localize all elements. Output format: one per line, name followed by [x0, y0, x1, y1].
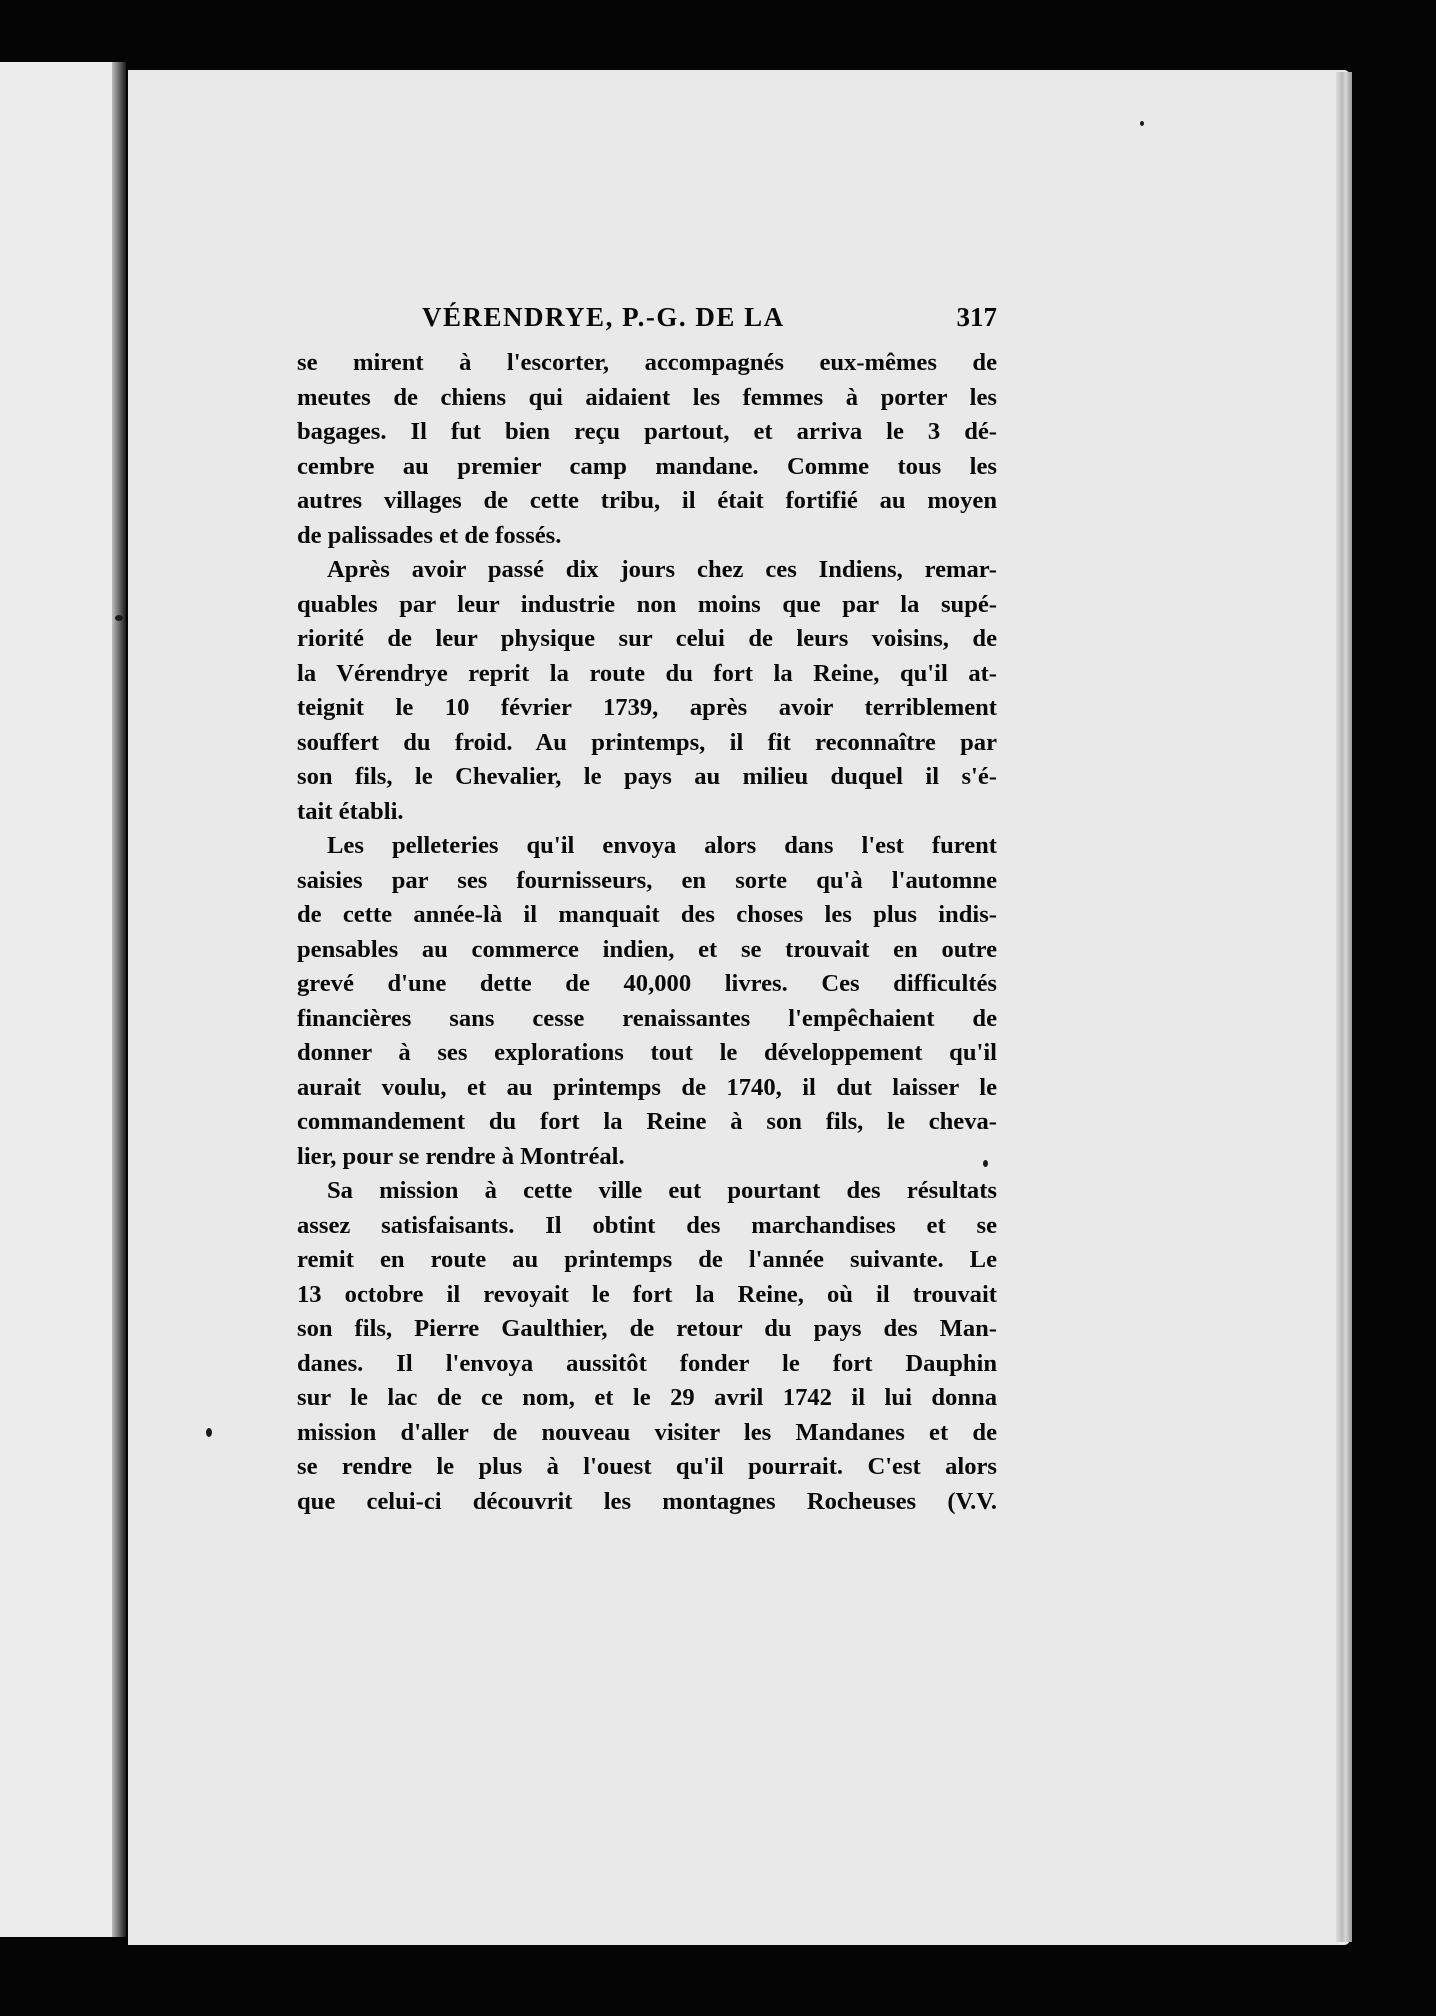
text-line: cembre au premier camp mandane. Comme tous les	[297, 452, 997, 480]
text-line: se mirent à l'escorter, accompagnés eux-mêmes de	[297, 349, 997, 376]
text-line: donner à ses explorations tout le développement qu'il	[297, 1039, 997, 1066]
text-line: tait établi.	[297, 797, 404, 825]
text-line: teignit le 10 février 1739, après avoir terriblement	[297, 694, 997, 721]
page-text	[297, 300, 997, 1519]
page-fore-edge	[1336, 72, 1352, 1942]
running-title: VÉRENDRYE, P.-G. DE LA	[422, 302, 785, 332]
running-head	[297, 300, 997, 342]
paragraph	[297, 553, 997, 829]
text-line: remit en route au printemps de l'année suivante. Le	[297, 1246, 997, 1273]
binding-shadow	[112, 62, 126, 1937]
paragraph	[297, 346, 997, 553]
text-line: de cette année-là il manquait des choses les plus indis-	[297, 901, 997, 928]
text-line: quables par leur industrie non moins que par la supé-	[297, 590, 997, 618]
text-line: sur le lac de ce nom, et le 29 avril 1742 il lui donna	[297, 1384, 997, 1411]
text-line: que celui-ci découvrit les montagnes Rocheuses (V.V.	[297, 1487, 997, 1515]
text-line: riorité de leur physique sur celui de leurs voisins, de	[297, 625, 997, 652]
scan-speck	[1140, 121, 1144, 126]
text-line: la Vérendrye reprit la route du fort la Reine, qu'il at-	[297, 659, 997, 687]
text-line: grevé d'une dette de 40,000 livres. Ces difficultés	[297, 970, 997, 997]
paragraph	[297, 829, 997, 1174]
facing-page-edge	[0, 62, 121, 1937]
text-line: Sa mission à cette ville eut pourtant des résultats	[327, 1177, 997, 1204]
text-line: pensables au commerce indien, et se trouvait en outre	[297, 935, 997, 963]
body-text	[297, 346, 997, 1519]
scan-speck	[115, 615, 123, 621]
text-line: lier, pour se rendre à Montréal.	[297, 1142, 625, 1170]
text-line: son fils, le Chevalier, le pays au milieu duquel il s'é-	[297, 763, 997, 790]
text-line: aurait voulu, et au printemps de 1740, il dut laisser le	[297, 1073, 997, 1101]
paragraph	[297, 1174, 997, 1519]
text-line: mission d'aller de nouveau visiter les Mandanes et de	[297, 1418, 997, 1446]
text-line: commandement du fort la Reine à son fils, le cheva-	[297, 1108, 997, 1135]
text-line: bagages. Il fut bien reçu partout, et arriva le 3 dé-	[297, 418, 997, 445]
text-line: son fils, Pierre Gaulthier, de retour du pays des Man-	[297, 1315, 997, 1342]
text-line: se rendre le plus à l'ouest qu'il pourrait. C'est alors	[297, 1453, 997, 1480]
text-line: souffert du froid. Au printemps, il fit reconnaître par	[297, 728, 997, 756]
text-line: Les pelleteries qu'il envoya alors dans l'est furent	[327, 832, 997, 859]
scan-speck	[206, 1428, 212, 1437]
text-line: financières sans cesse renaissantes l'empêchaient de	[297, 1004, 997, 1032]
text-line: de palissades et de fossés.	[297, 521, 562, 549]
text-line: 13 octobre il revoyait le fort la Reine, où il trouvait	[297, 1280, 997, 1308]
text-line: Après avoir passé dix jours chez ces Indiens, remar-	[327, 556, 997, 583]
text-line: assez satisfaisants. Il obtint des marchandises et se	[297, 1211, 997, 1239]
text-line: meutes de chiens qui aidaient les femmes à porter les	[297, 383, 997, 411]
text-line: saisies par ses fournisseurs, en sorte qu'à l'automne	[297, 866, 997, 894]
page-number: 317	[956, 302, 997, 332]
text-line: autres villages de cette tribu, il était fortifié au moyen	[297, 487, 997, 514]
text-line: danes. Il l'envoya aussitôt fonder le fort Dauphin	[297, 1349, 997, 1377]
